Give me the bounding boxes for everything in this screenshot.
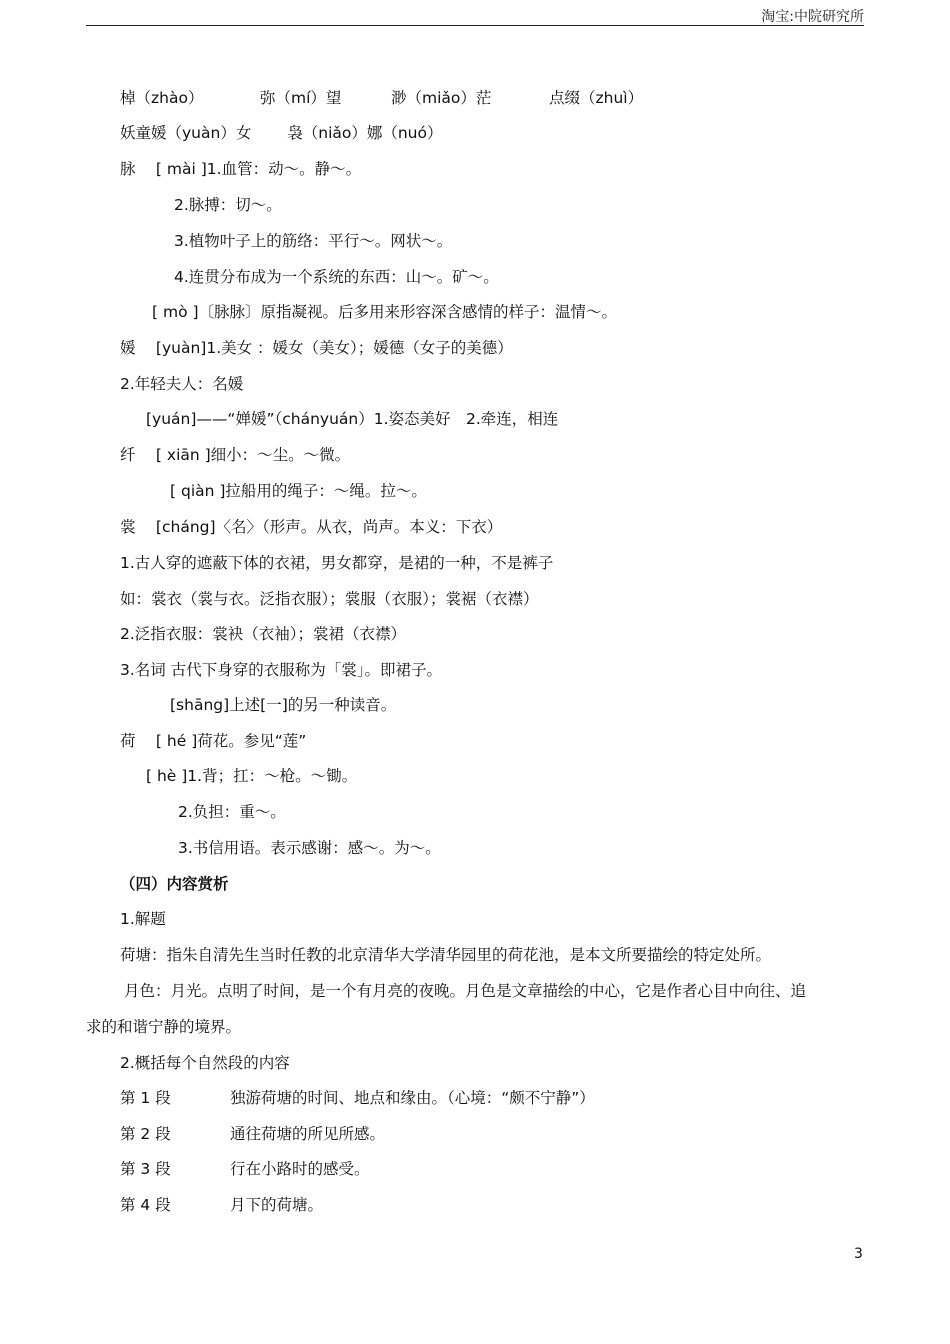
entry-yuan: 媛 [yuàn]1.美女 ：媛女（美女）；媛德（女子的美德）: [120, 339, 513, 357]
vocab-zhao: 棹（zhào）: [120, 89, 204, 107]
entry-chang-def-1: 1.古人穿的遮蔽下体的衣裙，男女都穿，是裙的一种，不是裤子: [120, 554, 554, 572]
entry-chang: 裳 [cháng]〈名〉（形声。从衣，尚声。本义：下衣）: [120, 518, 503, 536]
paragraph-yuese: 月色：月光。点明了时间，是一个有月亮的夜晚。月色是文章描绘的中心，它是作者心目中向往、追: [124, 982, 807, 1000]
summary-text: 行在小路时的感受。: [230, 1160, 370, 1178]
entry-shang: [shāng]上述[一]的另一种读音。: [170, 696, 397, 714]
vocab-mi: 弥（mí）望: [260, 89, 342, 107]
subheading-summary: 2.概括每个自然段的内容: [120, 1054, 290, 1072]
section-heading: （四）内容赏析: [120, 875, 229, 893]
paragraph-hetang: 荷塘：指朱自清先生当时任教的北京清华大学清华园里的荷花池，是本文所要描绘的特定处所。: [120, 946, 772, 964]
entry-mai: 脉 [ mài ]1.血管：动～。静～。: [120, 160, 362, 178]
entry-yuan-def-2: 2.年轻夫人：名媛: [120, 375, 244, 393]
summary-text: 独游荷塘的时间、地点和缘由。（心境：“颇不宁静”）: [230, 1089, 595, 1107]
summary-label: 第 2 段: [120, 1125, 171, 1143]
entry-mai-def-3: 3.植物叶子上的筋络：平行～。网状～。: [174, 232, 453, 250]
entry-mo: [ mò ]〔脉脉〕原指凝视。后多用来形容深含感情的样子：温情～。: [152, 303, 618, 321]
entry-he: 荷 [ hé ]荷花。参见“莲”: [120, 732, 307, 750]
entry-mai-def-2: 2.脉搏：切～。: [174, 196, 282, 214]
summary-label: 第 3 段: [120, 1160, 171, 1178]
entry-he-4: [ hè ]1.背；扛：～枪。～锄。: [146, 767, 358, 785]
page-number: 3: [854, 1246, 863, 1262]
entry-he-def-3: 3.书信用语。表示感谢：感～。为～。: [178, 839, 441, 857]
summary-text: 通往荷塘的所见所感。: [230, 1125, 386, 1143]
paragraph-yuese-cont: 求的和谐宁静的境界。: [86, 1018, 242, 1036]
entry-xian: 纤 [ xiān ]细小：～尘。～微。: [120, 446, 351, 464]
summary-label: 第 4 段: [120, 1196, 171, 1214]
page-header: 淘宝:中院研究所: [761, 9, 864, 25]
entry-chang-def-2: 2.泛指衣服：裳袂（衣袖）；裳裙（衣襟）: [120, 625, 407, 643]
entry-qian: [ qiàn ]拉船用的绳子：～绳。拉～。: [170, 482, 427, 500]
header-divider: [86, 25, 864, 26]
summary-text: 月下的荷塘。: [230, 1196, 324, 1214]
entry-he-def-2: 2.负担：重～。: [178, 803, 286, 821]
entry-chang-def-3: 3.名词 古代下身穿的衣服称为「裳」。即裙子。: [120, 661, 442, 679]
summary-label: 第 1 段: [120, 1089, 171, 1107]
subheading-title-analysis: 1.解题: [120, 910, 166, 928]
entry-mai-def-4: 4.连贯分布成为一个系统的东西：山～。矿～。: [174, 268, 499, 286]
vocab-line-2: 妖童媛（yuàn）女 袅（niǎo）娜（nuó）: [120, 124, 443, 142]
entry-chang-example: 如：裳衣（裳与衣。泛指衣服）；裳服（衣服）；裳裾（衣襟）: [120, 590, 539, 608]
vocab-miao: 渺（miǎo）茫: [391, 89, 492, 107]
vocab-zhui: 点缀（zhuì）: [549, 89, 644, 107]
entry-yuan-2: [yuán]——“婵媛”（chányuán）1.姿态美好 2.牵连，相连: [146, 410, 559, 428]
